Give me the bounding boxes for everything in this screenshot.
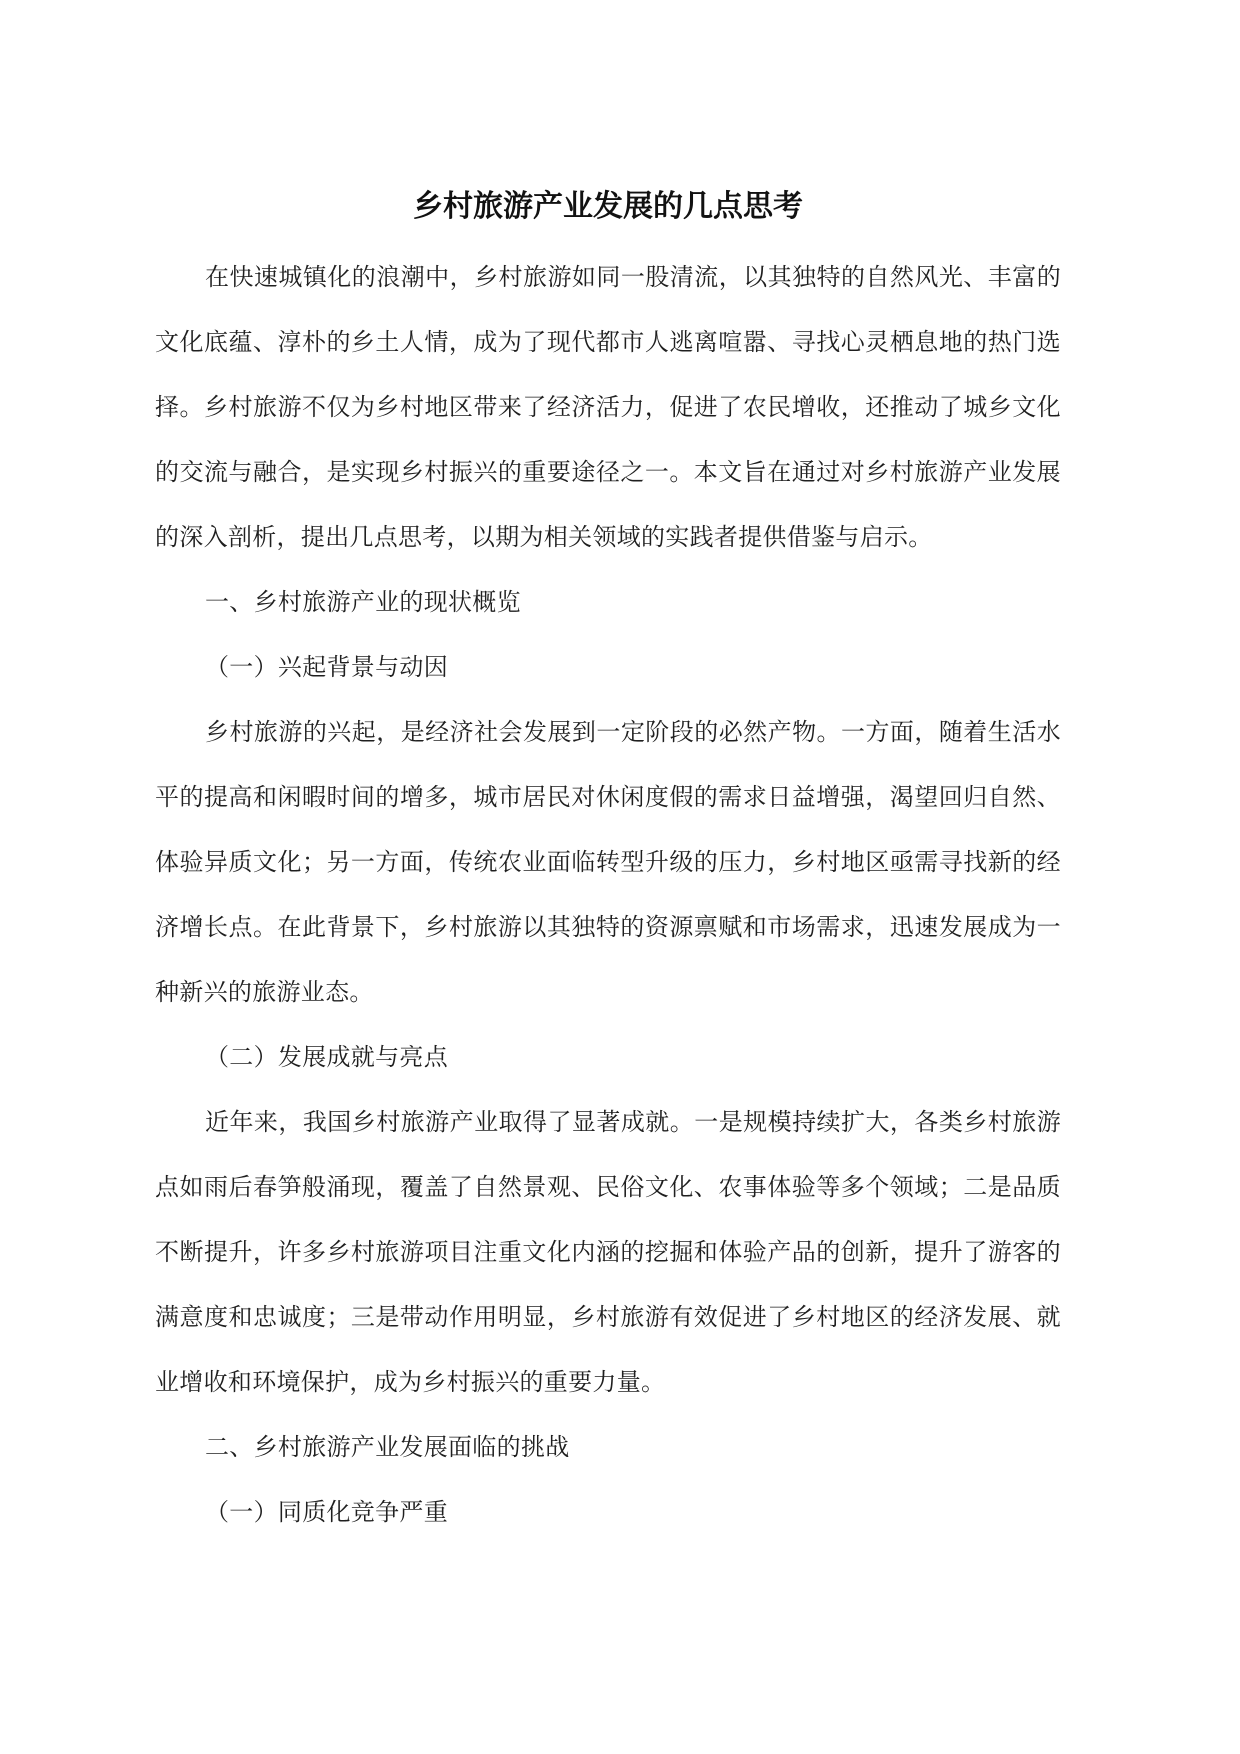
section-1-heading: 一、乡村旅游产业的现状概览	[205, 588, 521, 616]
document-title: 乡村旅游产业发展的几点思考	[413, 189, 803, 224]
section-1-1-paragraph: 乡村旅游的兴起，是经济社会发展到一定阶段的必然产物。一方面，随着生活水平的提高和闲暇时间的增多，城市居民对休闲度假的需求日益增强，渴望回归自然、体验异质文化；另一方面，传统农业面临转型升级的压力，乡村地区亟需寻找新的经济增长点。在此背景下，乡村旅游以其独特的资源禀赋和市场需求，迅速发展成为一种新兴的旅游业态。	[155, 718, 1061, 1006]
intro-paragraph: 在快速城镇化的浪潮中，乡村旅游如同一股清流，以其独特的自然风光、丰富的文化底蕴、淳朴的乡土人情，成为了现代都市人逃离喧嚣、寻找心灵栖息地的热门选择。乡村旅游不仅为乡村地区带来了经济活力，促进了农民增收，还推动了城乡文化的交流与融合，是实现乡村振兴的重要途径之一。本文旨在通过对乡村旅游产业发展的深入剖析，提出几点思考，以期为相关领域的实践者提供借鉴与启示。	[155, 263, 1061, 551]
section-1-1-heading: （一）兴起背景与动因	[205, 653, 448, 681]
section-2-1-heading: （一）同质化竞争严重	[205, 1498, 448, 1526]
document-body	[155, 185, 1061, 1545]
section-1-2-heading: （二）发展成就与亮点	[205, 1043, 448, 1071]
section-2-heading: 二、乡村旅游产业发展面临的挑战	[205, 1433, 570, 1461]
section-1-2-paragraph: 近年来，我国乡村旅游产业取得了显著成就。一是规模持续扩大，各类乡村旅游点如雨后春笋般涌现，覆盖了自然景观、民俗文化、农事体验等多个领域；二是品质不断提升，许多乡村旅游项目注重文化内涵的挖掘和体验产品的创新，提升了游客的满意度和忠诚度；三是带动作用明显，乡村旅游有效促进了乡村地区的经济发展、就业增收和环境保护，成为乡村振兴的重要力量。	[155, 1108, 1061, 1396]
